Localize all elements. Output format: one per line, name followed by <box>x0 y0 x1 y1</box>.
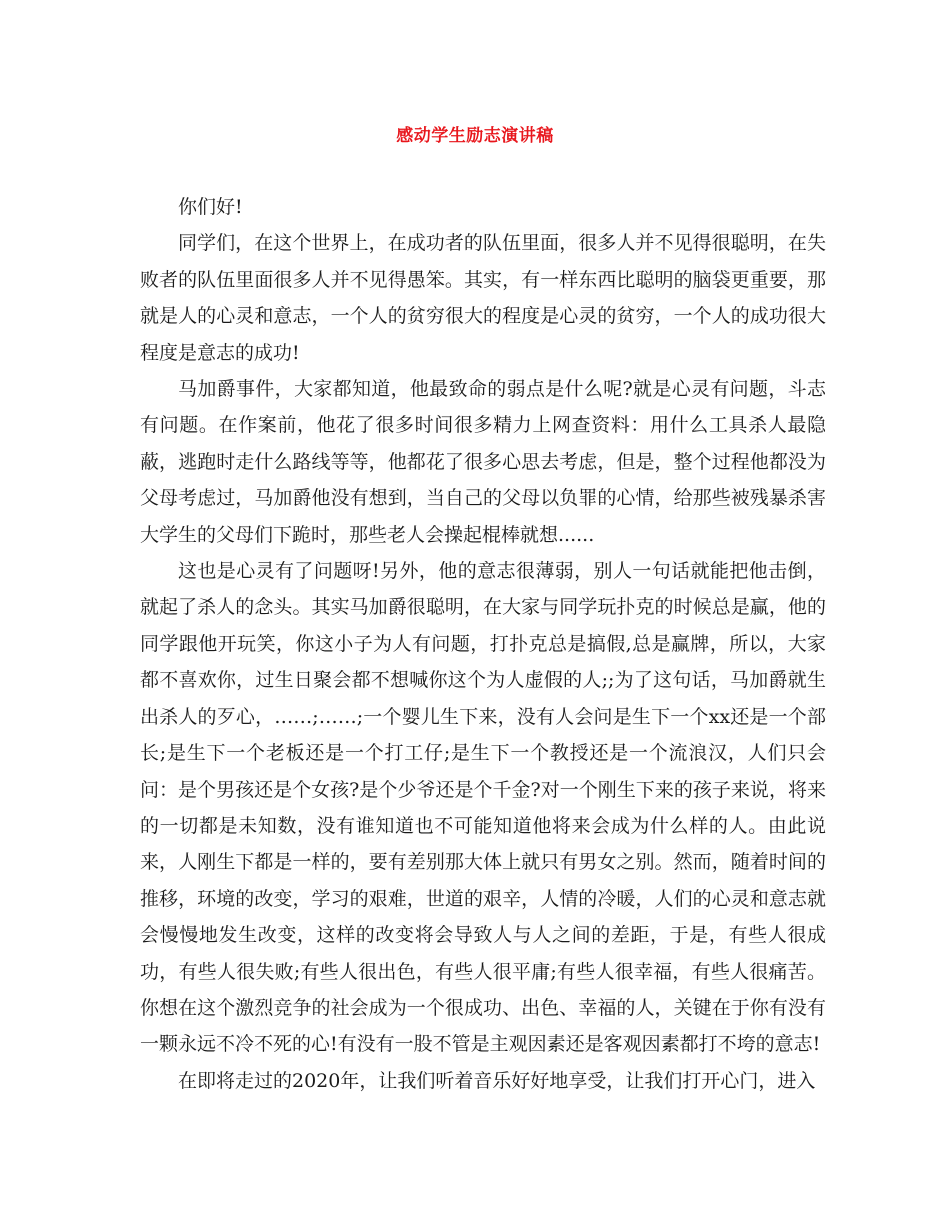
document-title: 感动学生励志演讲稿 <box>396 126 554 146</box>
document-body <box>140 189 826 1099</box>
body-paragraph: 马加爵事件，大家都知道，他最致命的弱点是什么呢?就是心灵有问题，斗志有问题。在作案前，他花了很多时间很多精力上网查资料：用什么工具杀人最隐蔽，逃跑时走什么路线等等，他都花了很多心思去考虑，但是，整个过程他都没为父母考虑过，马加爵他没有想到，当自己的父母以负罪的心情，给那些被残暴杀害大学生的父母们下跪时，那些老人会操起棍棒就想...... <box>140 378 826 546</box>
body-paragraph: 在即将走过的2020年，让我们听着音乐好好地享受，让我们打开心门，进入 <box>178 1069 816 1092</box>
body-paragraph: 这也是心灵有了问题呀!另外，他的意志很薄弱，别人一句话就能把他击倒，就起了杀人的念头。其实马加爵很聪明，在大家与同学玩扑克的时候总是赢，他的同学跟他开玩笑，你这小子为人有问题，打扑克总是搞假,总是赢牌，所以，大家都不喜欢你，过生日聚会都不想喊你这个为人虚假的人;;为了这句话，马加爵就生出杀人的歹心，……;……;一个婴儿生下来，没有人会问是生下一个xx还是一个部长;是生下一个老板还是一个打工仔;是生下一个教授还是一个流浪汉，人们只会问：是个男孩还是个女孩?是个少爷还是个千金?对一个刚生下来的孩子来说，将来的一切都是未知数，没有谁知道也不可能知道他将来会成为什么样的人。由此说来，人刚生下都是一样的，要有差别那大体上就只有男女之别。然而，随着时间的推移，环境的改变，学习的艰难，世道的艰辛，人情的冷暖，人们的心灵和意志就会慢慢地发生改变，这样的改变将会导致人与人之间的差距，于是，有些人很成功，有些人很失败;有些人很出色，有些人很平庸;有些人很幸福，有些人很痛苦。你想在这个激烈竞争的社会成为一个很成功、出色、幸福的人，关键在于你有没有一颗永远不冷不死的心!有没有一股不管是主观因素还是客观因素都打不垮的意志! <box>140 560 826 1056</box>
body-paragraph: 同学们，在这个世界上，在成功者的队伍里面，很多人并不见得很聪明，在失败者的队伍里面很多人并不见得愚笨。其实，有一样东西比聪明的脑袋更重要，那就是人的心灵和意志，一个人的贫穷很大的程度是心灵的贫穷，一个人的成功很大程度是意志的成功! <box>140 232 826 364</box>
greeting-paragraph: 你们好! <box>178 196 243 218</box>
